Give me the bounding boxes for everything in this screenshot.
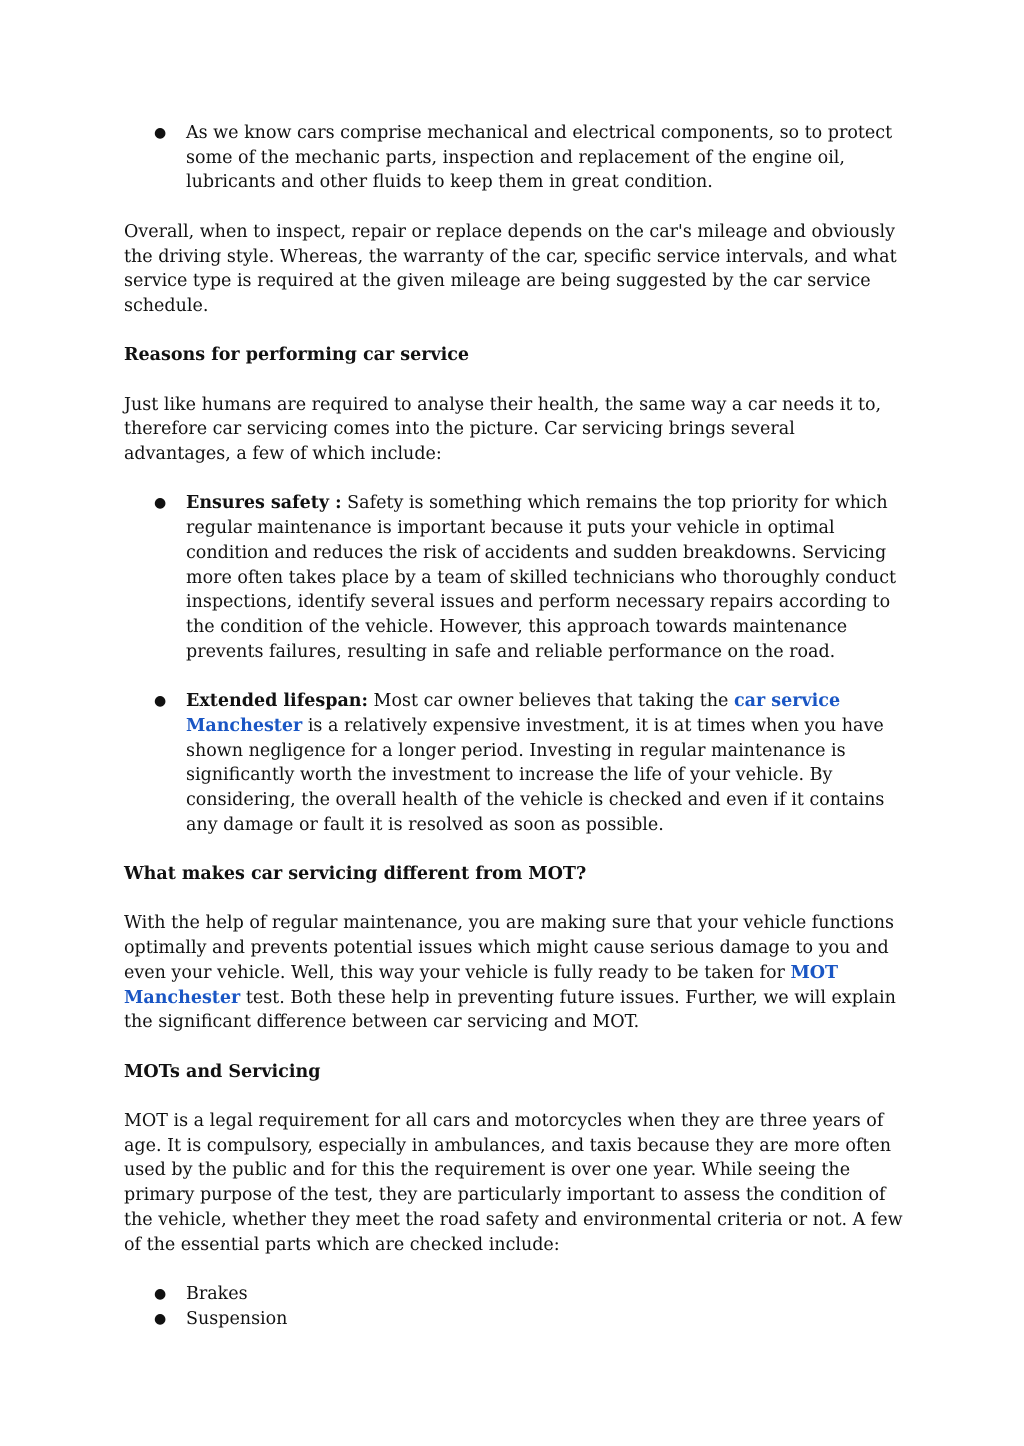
paragraph-overall: Overall, when to inspect, repair or replace depends on the car's mileage and obviously the driving style. Whereas, the warranty of the car, specific service intervals, and what service type is required at the given mileage are being suggested by the car service schedule.	[124, 221, 897, 316]
list-item-text: Suspension	[186, 1308, 288, 1329]
bullet-icon: ●	[154, 1310, 167, 1327]
checked-parts-list	[124, 1282, 904, 1331]
safety-text: Safety is something which remains the top priority for which regular maintenance is important because it puts your vehicle in optimal condition and reduces the risk of accidents and sudden breakdowns. Servicing more often takes place by a team of skilled technicians who thoroughly conduct inspections, identify several issues and perform necessary repairs according to the condition of the vehicle. However, this approach towards maintenance prevents failures, resulting in safe and reliable performance on the road.	[186, 493, 897, 662]
difference-text-after: test. Both these help in preventing future issues. Further, we will explain the significant difference between car servicing and MOT.	[124, 987, 896, 1033]
reasons-list	[124, 491, 904, 837]
list-item-brakes	[124, 1282, 904, 1307]
paragraph-difference	[124, 911, 904, 1035]
document-page	[124, 121, 904, 1331]
lifespan-text-after: is a relatively expensive investment, it is at times when you have shown negligence for a longer period. Investing in regular maintenance is significantly worth the investment to increase the life of your vehicle. By considering, the overall health of the vehicle is checked and even if it contains any damage or fault it is resolved as soon as possible.	[186, 715, 885, 835]
list-item-lifespan	[124, 689, 904, 837]
heading-mots: MOTs and Servicing	[124, 1061, 321, 1082]
bullet-list-top	[124, 121, 904, 195]
mot-manchester-link[interactable]: MOT Manchester	[124, 962, 839, 1008]
paragraph-mots: MOT is a legal requirement for all cars and motorcycles when they are three years of age. It is compulsory, especially in ambulances, and taxis because they are more often used by the public and for this the requirement is over one year. While seeing the primary purpose of the test, they are particularly important to assess the condition of the vehicle, whether they meet the road safety and environmental criteria or not. A few of the essential parts which are checked include:	[124, 1110, 903, 1255]
list-item-suspension	[124, 1307, 904, 1332]
safety-lead: Ensures safety :	[186, 493, 342, 514]
bullet-icon: ●	[154, 125, 167, 141]
list-item-text: Brakes	[186, 1283, 248, 1304]
heading-reasons: Reasons for performing car service	[124, 345, 470, 366]
lifespan-lead: Extended lifespan:	[186, 691, 368, 712]
paragraph-reasons: Just like humans are required to analyse their health, the same way a car needs it to, therefore car servicing comes into the picture. Car servicing brings several advantages, a few of which include:	[124, 394, 882, 465]
bullet-icon: ●	[154, 495, 167, 512]
list-item	[124, 121, 904, 195]
list-item-text: As we know cars comprise mechanical and electrical components, so to protect some of the mechanic parts, inspection and replacement of the engine oil, lubricants and other fluids to keep them in great condition.	[186, 123, 893, 193]
bullet-icon: ●	[154, 693, 167, 710]
heading-difference: What makes car servicing different from MOT?	[124, 864, 587, 884]
lifespan-text-before: Most car owner believes that taking the	[367, 691, 734, 712]
list-item-safety	[124, 491, 904, 664]
difference-text-before: With the help of regular maintenance, you are making sure that your vehicle functions optimally and prevents potential issues which might cause serious damage to you and even your vehicle. Well, this way your vehicle is fully ready to be taken for	[124, 913, 895, 983]
car-service-manchester-link[interactable]: car service Manchester	[186, 691, 841, 736]
bullet-icon: ●	[154, 1285, 167, 1302]
